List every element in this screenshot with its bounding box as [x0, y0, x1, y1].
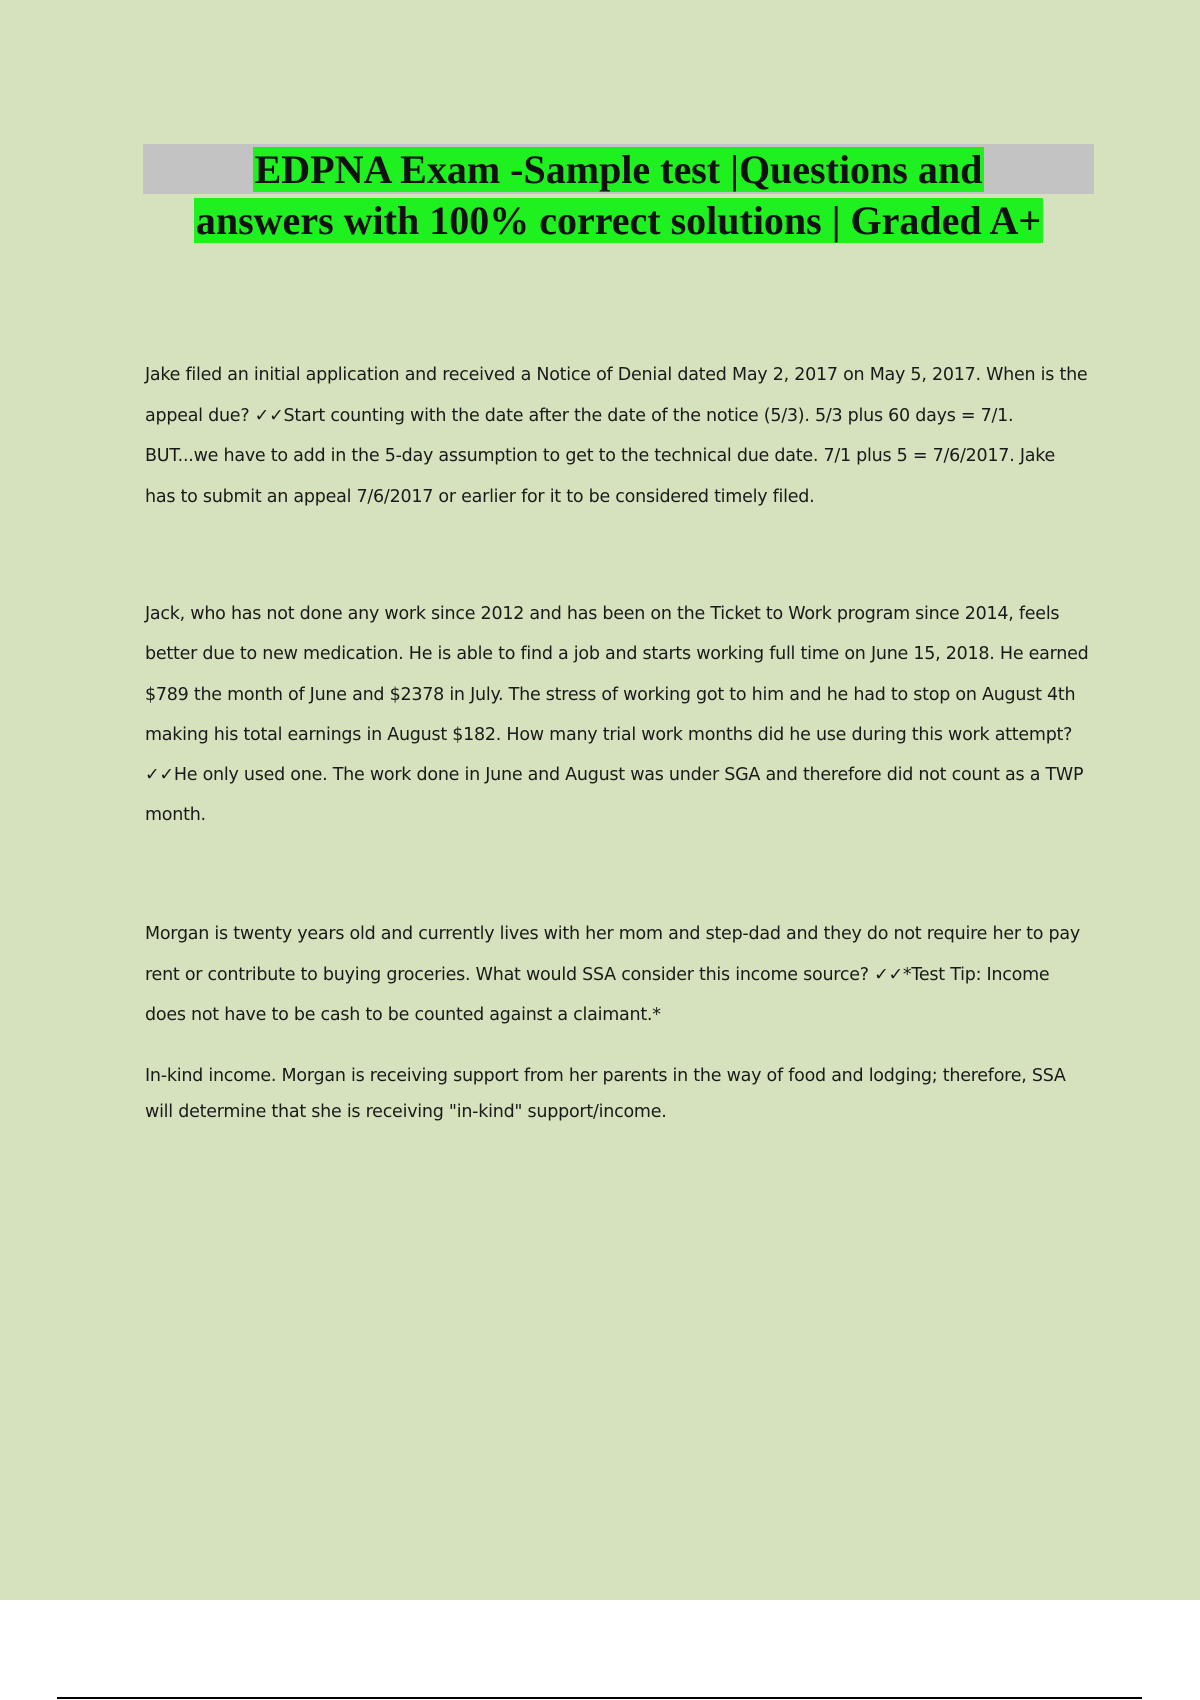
document-title	[143, 144, 1094, 246]
question-answer-1: Jake filed an initial application and received a Notice of Denial dated May 2, 2017 on May 5, 2017. When is the appeal due? ✓✓Start counting with the date after the date of the notice (5/3). 5/3 plus 60 days = 7/1. BUT...we have to add in the 5-day assumption to get to the technical due date. 7/1 plus 5 = 7/6/2017. Jake has to submit an appeal 7/6/2017 or earlier for it to be considered timely filed.	[145, 365, 1088, 507]
footer-divider	[57, 1697, 1142, 1699]
question-answer-3: Morgan is twenty years old and currently lives with her mom and step-dad and they do not require her to pay rent or contribute to buying groceries. What would SSA consider this income source? ✓✓*Test Tip: Income does not have to be cash to be counted against a claimant.*	[145, 924, 1080, 1025]
title-line-1: EDPNA Exam -Sample test |Questions and	[254, 147, 983, 192]
title-line-2: answers with 100% correct solutions | Graded A+	[195, 198, 1042, 243]
answer-explanation-3: In-kind income. Morgan is receiving support from her parents in the way of food and lodging; therefore, SSA will determine that she is receiving "in-kind" support/income.	[145, 1066, 1066, 1122]
question-answer-2: Jack, who has not done any work since 2012 and has been on the Ticket to Work program since 2014, feels better due to new medication. He is able to find a job and starts working full time on June 15, 2018. He earned $789 the month of June and $2378 in July. The stress of working got to him and he had to stop on August 4th making his total earnings in August $182. How many trial work months did he use during this work attempt? ✓✓He only used one. The work done in June and August was under SGA and therefore did not count as a TWP month.	[145, 604, 1089, 826]
